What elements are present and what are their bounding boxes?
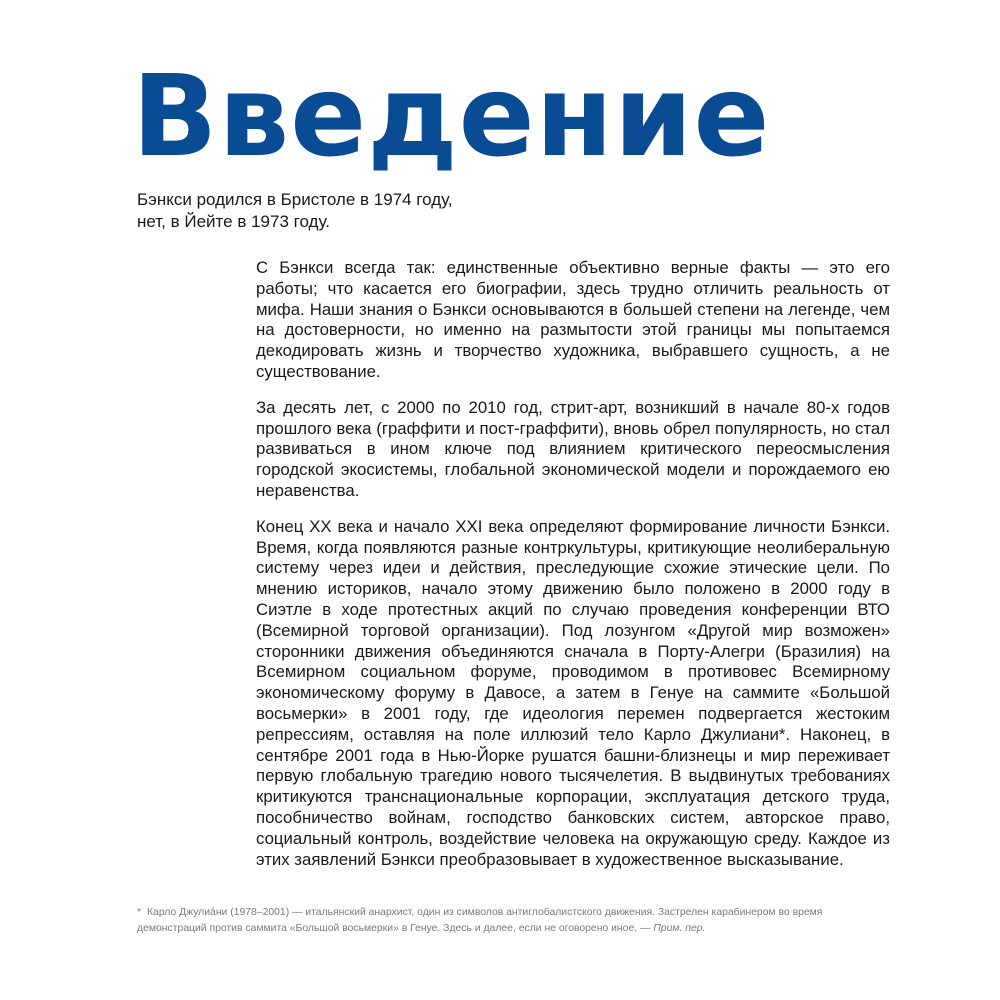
body-text — [256, 258, 890, 885]
paragraph-2: За десять лет, с 2000 по 2010 год, стрит-арт, возникший в начале 80-х годов прошлого века (граффити и пост-граффити), вновь обрел популярность, но стал развиваться в ином ключе под влиянием критического переосмысления городской экосистемы, глобальной экономической модели и порождаемого ею неравенства. — [256, 397, 890, 500]
subtitle-line-2: нет, в Йейте в 1973 году. — [137, 212, 330, 231]
footnote-attribution: Прим. пер. — [653, 923, 706, 934]
subtitle-line-1: Бэнкси родился в Бристоле в 1974 году, — [137, 190, 453, 209]
footnote-marker: * — [137, 907, 142, 918]
paragraph-1: С Бэнкси всегда так: единственные объективно верные факты — это его работы; что касается его биографии, здесь трудно отличить реальность от мифа. Наши знания о Бэнкси основываются в большей степени на легенде, чем на достоверности, но именно на размытости этой границы мы попытаемся декодировать жизнь и творчество художника, выбравшего сущность, а не существование. — [256, 258, 890, 381]
page-title: Введение — [132, 52, 771, 182]
footnote-text: Карло Джулиáни (1978–2001) — итальянский анархист, один из символов антиглобалистского движения. Застрелен карабинером во время демонстраций против саммита «Большой восьмерки» в Генуе. Здесь и далее, если не оговорено иное, — — [137, 907, 823, 934]
paragraph-3: Конец XX века и начало XXI века определяют формирование личности Бэнкси. Время, когда появляются разные контркультуры, критикующие неолиберальную систему через идеи и действия, преследующие схожие этические цели. По мнению историков, начало этому движению было положено в 2000 году в Сиэтле в ходе протестных акций по случаю проведения конференции ВТО (Всемирной торговой организации). Под лозунгом «Другой мир возможен» сторонники движения объединяются сначала в Порту-Алегри (Бразилия) на Всемирном социальном форуме, проводимом в противовес Всемирному экономическому форуму в Давосе, а затем в Генуе на саммите «Большой восьмерки» в 2001 году, где идеология перемен подвергается жестоким репрессиям, оставляя на поле иллюзий тело Карло Джулиани*. Наконец, в сентябре 2001 года в Нью-Йорке рушатся башни-близнецы и мир переживает первую глобальную трагедию нового тысячелетия. В выдвинутых требованиях критикуются транснациональные корпорации, эксплуатация детского труда, пособничество войнам, господство банковских систем, авторское право, социальный контроль, воздействие человека на окружающую среду. Каждое из этих заявлений Бэнкси преобразовывает в художественное высказывание. — [256, 516, 890, 869]
lead-subtitle — [137, 189, 477, 233]
footnote — [137, 905, 849, 937]
